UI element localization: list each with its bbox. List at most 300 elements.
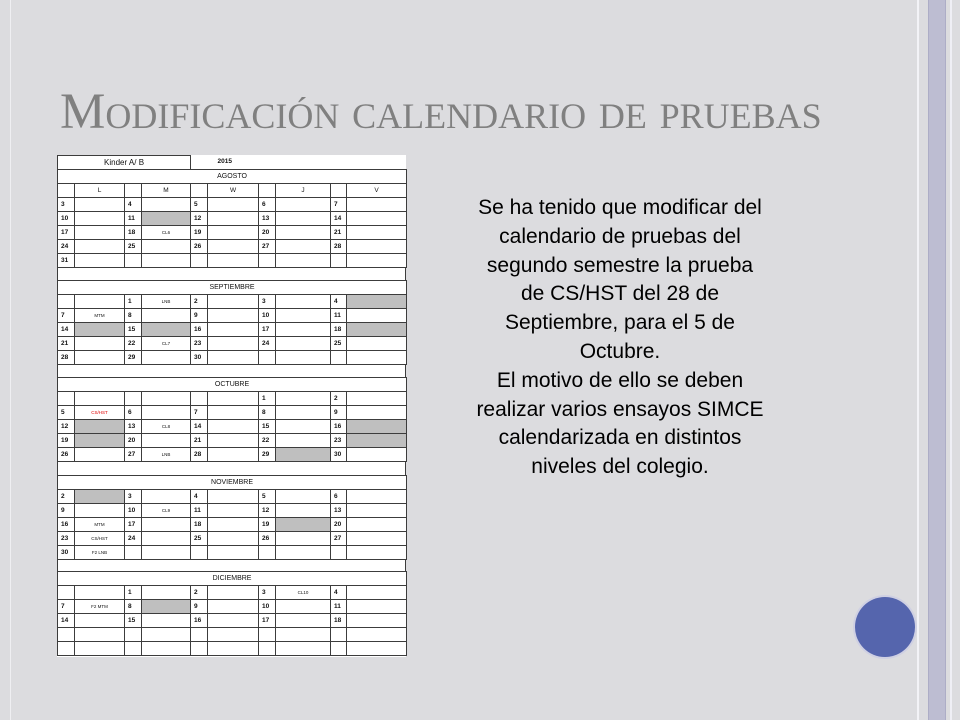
day-number: 25 [331,337,347,351]
day-number: 16 [331,420,347,434]
day-note: F2 LNB [75,546,125,560]
day-note [276,642,331,656]
day-number [259,254,276,268]
day-number: 19 [58,434,75,448]
day-number: 3 [259,586,276,600]
month-table [57,377,407,462]
day-number: 21 [331,226,347,240]
week-row [58,614,407,628]
day-number: 4 [191,490,208,504]
day-number: 31 [58,254,75,268]
day-number: 10 [259,600,276,614]
day-number: 24 [259,337,276,351]
day-number: 4 [331,586,347,600]
month-name: NOVIEMBRE [58,476,407,490]
day-number: 13 [259,212,276,226]
day-number: 4 [331,295,347,309]
day-number: 30 [58,546,75,560]
week-row [58,518,407,532]
week-row [58,295,407,309]
day-note [208,504,259,518]
day-note [208,212,259,226]
week-row [58,351,407,365]
day-note [347,212,407,226]
day-note [347,628,407,642]
day-note [142,240,191,254]
day-number [191,546,208,560]
day-number: 16 [191,614,208,628]
day-note: F2 MTM [75,600,125,614]
day-note [276,295,331,309]
day-number: 26 [259,532,276,546]
day-note [142,351,191,365]
day-note [75,198,125,212]
week-row [58,546,407,560]
day-note [75,295,125,309]
day-note [347,240,407,254]
day-number: 11 [331,600,347,614]
day-note [276,240,331,254]
right-edge-bar [928,0,946,720]
day-number: 7 [58,309,75,323]
day-note [208,406,259,420]
day-number: 23 [58,532,75,546]
day-note: CL9 [142,504,191,518]
day-note: CL7 [142,337,191,351]
month-name: OCTUBRE [58,378,407,392]
week-row [58,254,407,268]
day-number: 29 [259,448,276,462]
day-note [347,295,407,309]
day-number: 27 [259,240,276,254]
month-table [57,155,407,268]
day-number: 9 [191,600,208,614]
day-number: 7 [191,406,208,420]
day-number: 2 [58,490,75,504]
day-note [276,198,331,212]
day-note [75,490,125,504]
day-number: 10 [125,504,142,518]
day-number: 26 [58,448,75,462]
day-number [259,628,276,642]
day-note [208,614,259,628]
day-note [208,490,259,504]
week-row [58,212,407,226]
day-note [142,392,191,406]
day-number: 7 [58,600,75,614]
day-number: 23 [331,434,347,448]
day-number: 17 [125,518,142,532]
week-row [58,504,407,518]
day-note [142,309,191,323]
day-number [125,628,142,642]
month-header-row [58,170,407,184]
day-note [276,434,331,448]
month-header-row [58,572,407,586]
day-note: CS/HST [75,406,125,420]
day-note [208,600,259,614]
day-note [347,434,407,448]
day-label-spacer [191,184,208,198]
day-number: 9 [191,309,208,323]
day-number: 14 [58,614,75,628]
day-note [347,532,407,546]
day-note [75,240,125,254]
day-number: 8 [125,600,142,614]
day-number [191,628,208,642]
year-label: 2015 [217,158,233,166]
day-number: 30 [191,351,208,365]
week-row [58,628,407,642]
day-number: 20 [259,226,276,240]
day-number: 21 [58,337,75,351]
day-note [276,600,331,614]
day-number [58,642,75,656]
week-row [58,406,407,420]
day-number: 28 [191,448,208,462]
day-note [142,628,191,642]
day-number: 1 [125,295,142,309]
week-row [58,226,407,240]
day-label-spacer [125,184,142,198]
body-line: Se ha tenido que modificar del [478,196,762,219]
day-note [347,198,407,212]
month-header-row [58,476,407,490]
day-number [331,642,347,656]
day-number: 24 [58,240,75,254]
day-number: 5 [191,198,208,212]
week-row [58,198,407,212]
day-note: MTM [75,518,125,532]
day-note [142,254,191,268]
day-number: 14 [58,323,75,337]
day-number: 17 [259,323,276,337]
day-number: 6 [125,406,142,420]
day-note [276,614,331,628]
week-row [58,434,407,448]
left-edge-line [10,0,11,720]
calendar-header-row [58,156,407,170]
day-note [347,546,407,560]
day-label: J [276,184,331,198]
day-note [208,642,259,656]
day-note [276,546,331,560]
day-note [276,628,331,642]
day-number: 16 [191,323,208,337]
day-note: LNB [142,448,191,462]
accent-circle [855,597,915,657]
week-row [58,490,407,504]
day-number: 15 [259,420,276,434]
day-note [208,448,259,462]
day-note [276,226,331,240]
day-label: V [347,184,407,198]
day-number: 25 [125,240,142,254]
body-line: niveles del colegio. [531,455,709,479]
day-number: 7 [331,198,347,212]
day-number: 21 [191,434,208,448]
day-number: 13 [125,420,142,434]
day-number: 11 [125,212,142,226]
day-number: 9 [58,504,75,518]
day-note [75,434,125,448]
day-number: 26 [191,240,208,254]
day-number [191,254,208,268]
day-note [75,628,125,642]
day-number [331,254,347,268]
body-line: El motivo de ello se deben [496,368,744,392]
body-line: calendarizada en distintos [498,426,742,450]
week-row [58,392,407,406]
day-number [331,351,347,365]
day-note [142,642,191,656]
day-number: 1 [259,392,276,406]
day-number [259,642,276,656]
day-number: 14 [331,212,347,226]
week-row [58,337,407,351]
day-note [142,600,191,614]
day-note [142,518,191,532]
day-note: CS/HST [75,532,125,546]
slide-body-text [440,194,800,482]
day-note: CL10 [276,586,331,600]
day-note: LNB [142,295,191,309]
day-number: 30 [331,448,347,462]
day-note [142,198,191,212]
day-number: 28 [331,240,347,254]
day-note [208,254,259,268]
day-note [75,392,125,406]
day-number: 28 [58,351,75,365]
day-note [75,212,125,226]
day-note [347,351,407,365]
day-number: 13 [331,504,347,518]
day-number: 22 [259,434,276,448]
day-note [347,323,407,337]
day-number: 18 [191,518,208,532]
day-note [276,406,331,420]
day-note [347,337,407,351]
day-number: 18 [125,226,142,240]
day-note [208,532,259,546]
day-note [142,323,191,337]
day-number: 2 [191,586,208,600]
week-row [58,240,407,254]
day-note [75,420,125,434]
day-number: 5 [58,406,75,420]
day-note [75,254,125,268]
week-row [58,600,407,614]
month-table [57,475,407,560]
day-number [259,546,276,560]
day-number: 24 [125,532,142,546]
week-row [58,532,407,546]
day-number: 11 [191,504,208,518]
day-note [276,212,331,226]
day-note [75,448,125,462]
day-note [142,614,191,628]
day-note [347,504,407,518]
day-number: 27 [125,448,142,462]
day-note [276,337,331,351]
day-label: M [142,184,191,198]
day-number: 25 [191,532,208,546]
day-number: 10 [58,212,75,226]
day-number [58,628,75,642]
week-row [58,448,407,462]
day-number: 17 [259,614,276,628]
day-number: 8 [259,406,276,420]
day-number [58,295,75,309]
body-line: Octubre. [579,339,661,363]
day-number [58,392,75,406]
day-note [75,642,125,656]
day-note [347,420,407,434]
day-note [208,586,259,600]
day-number: 22 [125,337,142,351]
day-number [259,351,276,365]
right-edge-line-outer [950,0,952,720]
day-note [276,309,331,323]
day-number: 3 [259,295,276,309]
day-note [142,434,191,448]
month-spacer [57,364,406,377]
day-number: 18 [331,614,347,628]
day-number: 15 [125,323,142,337]
month-spacer [57,267,406,280]
day-note [276,392,331,406]
day-note [142,586,191,600]
day-number: 19 [259,518,276,532]
day-note [75,337,125,351]
day-note [75,351,125,365]
day-number: 15 [125,614,142,628]
day-note [142,212,191,226]
day-note [347,226,407,240]
slide-title: Modificación calendario de pruebas [60,84,822,140]
right-edge-line [917,0,919,720]
day-note [276,490,331,504]
day-note [347,614,407,628]
day-number: 12 [191,212,208,226]
day-note [208,226,259,240]
day-number: 2 [191,295,208,309]
day-note [208,240,259,254]
group-label: Kinder A/ B [58,156,191,170]
day-note [208,323,259,337]
day-note [347,309,407,323]
day-number: 16 [58,518,75,532]
day-number [125,546,142,560]
day-number: 3 [125,490,142,504]
day-note [347,448,407,462]
day-number: 6 [331,490,347,504]
day-number: 19 [191,226,208,240]
day-note [347,406,407,420]
day-number: 27 [331,532,347,546]
day-number: 6 [259,198,276,212]
day-number: 11 [331,309,347,323]
day-note [276,323,331,337]
day-note [142,546,191,560]
month-header-row [58,281,407,295]
week-row [58,309,407,323]
week-row [58,642,407,656]
day-number [125,254,142,268]
day-number: 29 [125,351,142,365]
day-note [208,309,259,323]
day-number: 12 [58,420,75,434]
day-note [208,198,259,212]
day-label: W [208,184,259,198]
day-note [142,490,191,504]
day-note [75,586,125,600]
day-note [276,420,331,434]
month-spacer [57,461,406,475]
day-note [75,323,125,337]
day-number: 20 [331,518,347,532]
day-note [208,351,259,365]
body-line: segundo semestre la prueba [486,253,754,277]
day-number [58,586,75,600]
day-note: CL8 [142,420,191,434]
day-number: 9 [331,406,347,420]
day-number [191,392,208,406]
month-name: DICIEMBRE [58,572,407,586]
day-note [276,518,331,532]
day-note [347,600,407,614]
calendar-table [57,155,406,657]
day-note [208,628,259,642]
month-spacer [57,559,406,571]
day-number: 18 [331,323,347,337]
week-row [58,420,407,434]
day-note [276,532,331,546]
day-number: 2 [331,392,347,406]
body-line: Septiembre, para el 5 de [505,311,735,335]
day-note: MTM [75,309,125,323]
body-line: realizar varios ensayos SIMCE [476,397,764,421]
day-number: 14 [191,420,208,434]
day-number [125,392,142,406]
month-name: SEPTIEMBRE [58,281,407,295]
day-number [331,628,347,642]
day-number: 10 [259,309,276,323]
day-number: 17 [58,226,75,240]
day-number: 5 [259,490,276,504]
day-note [208,434,259,448]
day-note [276,351,331,365]
blank-cell [259,156,407,170]
day-note [208,295,259,309]
week-row [58,586,407,600]
day-labels-row [58,184,407,198]
day-label-spacer [331,184,347,198]
month-name: AGOSTO [58,170,407,184]
day-note [75,614,125,628]
day-note [347,254,407,268]
day-label-spacer [259,184,276,198]
day-number: 23 [191,337,208,351]
body-line: calendario de pruebas del [499,224,741,248]
day-note [276,254,331,268]
day-note [276,448,331,462]
day-note [347,642,407,656]
month-header-row [58,378,407,392]
day-number: 12 [259,504,276,518]
day-note [347,518,407,532]
day-note [142,406,191,420]
